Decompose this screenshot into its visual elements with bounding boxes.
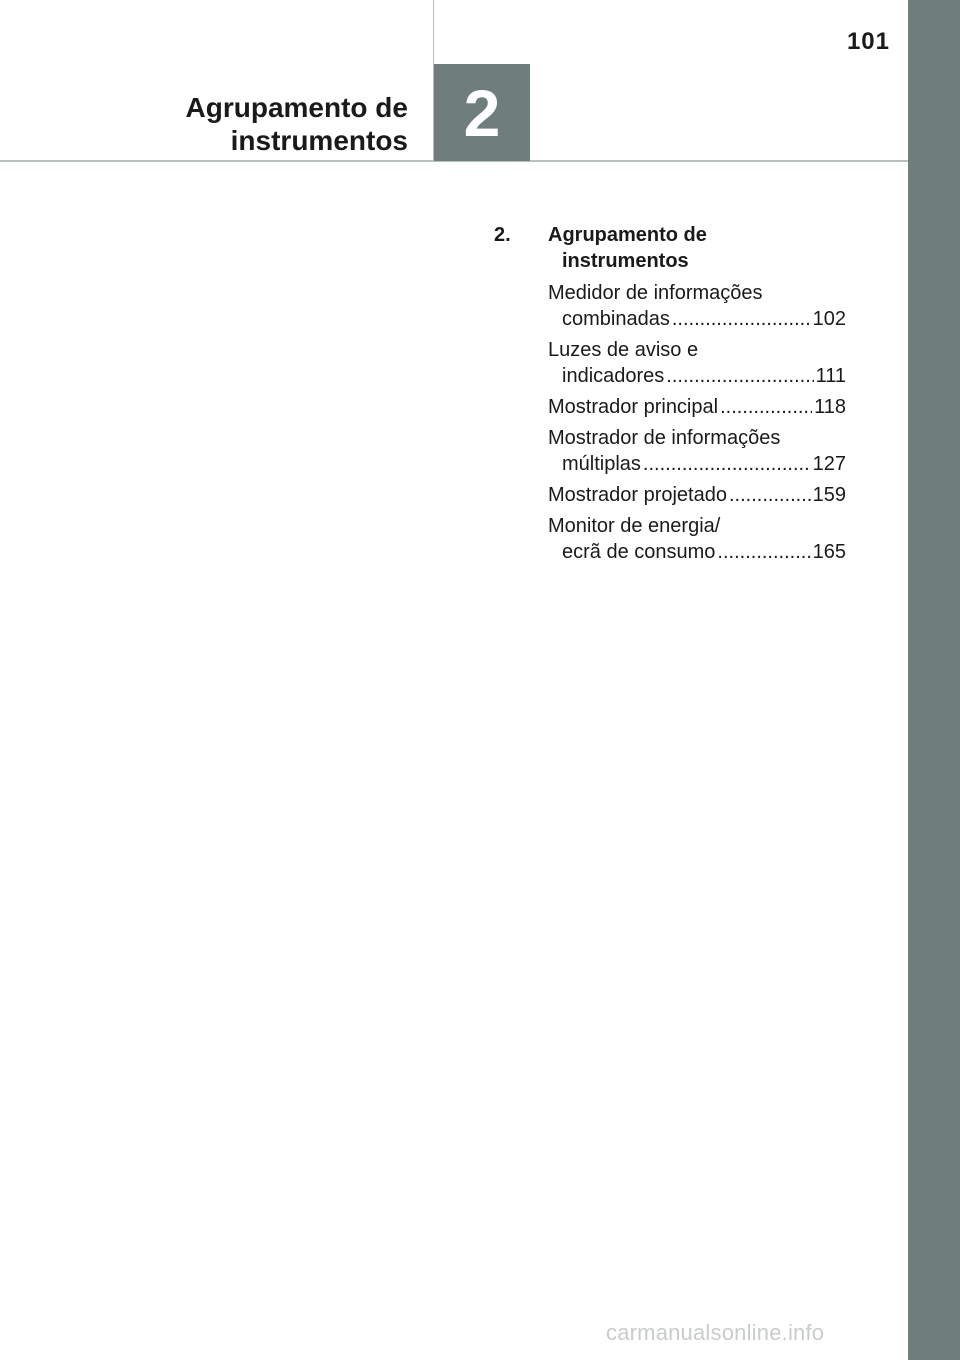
toc-entry-page: 102 [812,308,846,330]
toc-entry-line2: múltiplas [562,453,641,475]
toc-section-title [548,222,846,274]
toc-entry-line2: ecrã de consumo [562,541,716,563]
toc-section-number: 2. [494,224,511,246]
toc-section-title-line1: Agrupamento de [548,224,707,246]
toc-dot-leader [666,363,813,389]
toc-section-title-line2: instrumentos [562,250,689,272]
toc-entry-page: 118 [814,396,846,418]
toc-entry-page: 127 [812,453,846,475]
chapter-title-line1: Agrupamento de [185,92,408,123]
toc-entry-luzes[interactable] [548,337,846,389]
toc-entry-line1: Mostrador de informações [548,427,781,449]
toc-entry-line1: Luzes de aviso e [548,339,699,361]
toc-dot-leader [729,482,811,508]
toc-entry-mostrador-projetado[interactable] [548,482,846,508]
toc-dot-leader [672,306,811,332]
watermark: carmanualsonline.info [606,1320,825,1345]
toc-entry-page: 159 [812,484,846,506]
toc-dot-leader [643,451,811,477]
toc-dot-leader [720,394,812,420]
toc-dot-leader [717,539,810,565]
toc-entry-page: 111 [815,365,846,387]
chapter-title-line2: instrumentos [230,125,408,156]
chapter-number: 2 [463,75,501,150]
table-of-contents [494,222,846,570]
chapter-title [186,91,408,157]
toc-entry-line1: Monitor de energia/ [548,515,721,537]
toc-section-heading [494,222,846,274]
toc-entry-line2: combinadas [562,308,670,330]
toc-entry-line2: indicadores [562,365,665,387]
toc-entry-medidor[interactable] [548,280,846,332]
toc-entry-mostrador-informacoes[interactable] [548,425,846,477]
chapter-number-box [434,64,530,161]
toc-entry-line2: Mostrador projetado [548,484,727,506]
toc-entry-mostrador-principal[interactable] [548,394,846,420]
toc-entry-line1: Medidor de informações [548,282,763,304]
toc-entry-page: 165 [812,541,846,563]
toc-entry-monitor-energia[interactable] [548,513,846,565]
side-tab-bar [908,0,960,1360]
page-number: 101 [846,28,890,55]
toc-entry-line2: Mostrador principal [548,396,719,418]
